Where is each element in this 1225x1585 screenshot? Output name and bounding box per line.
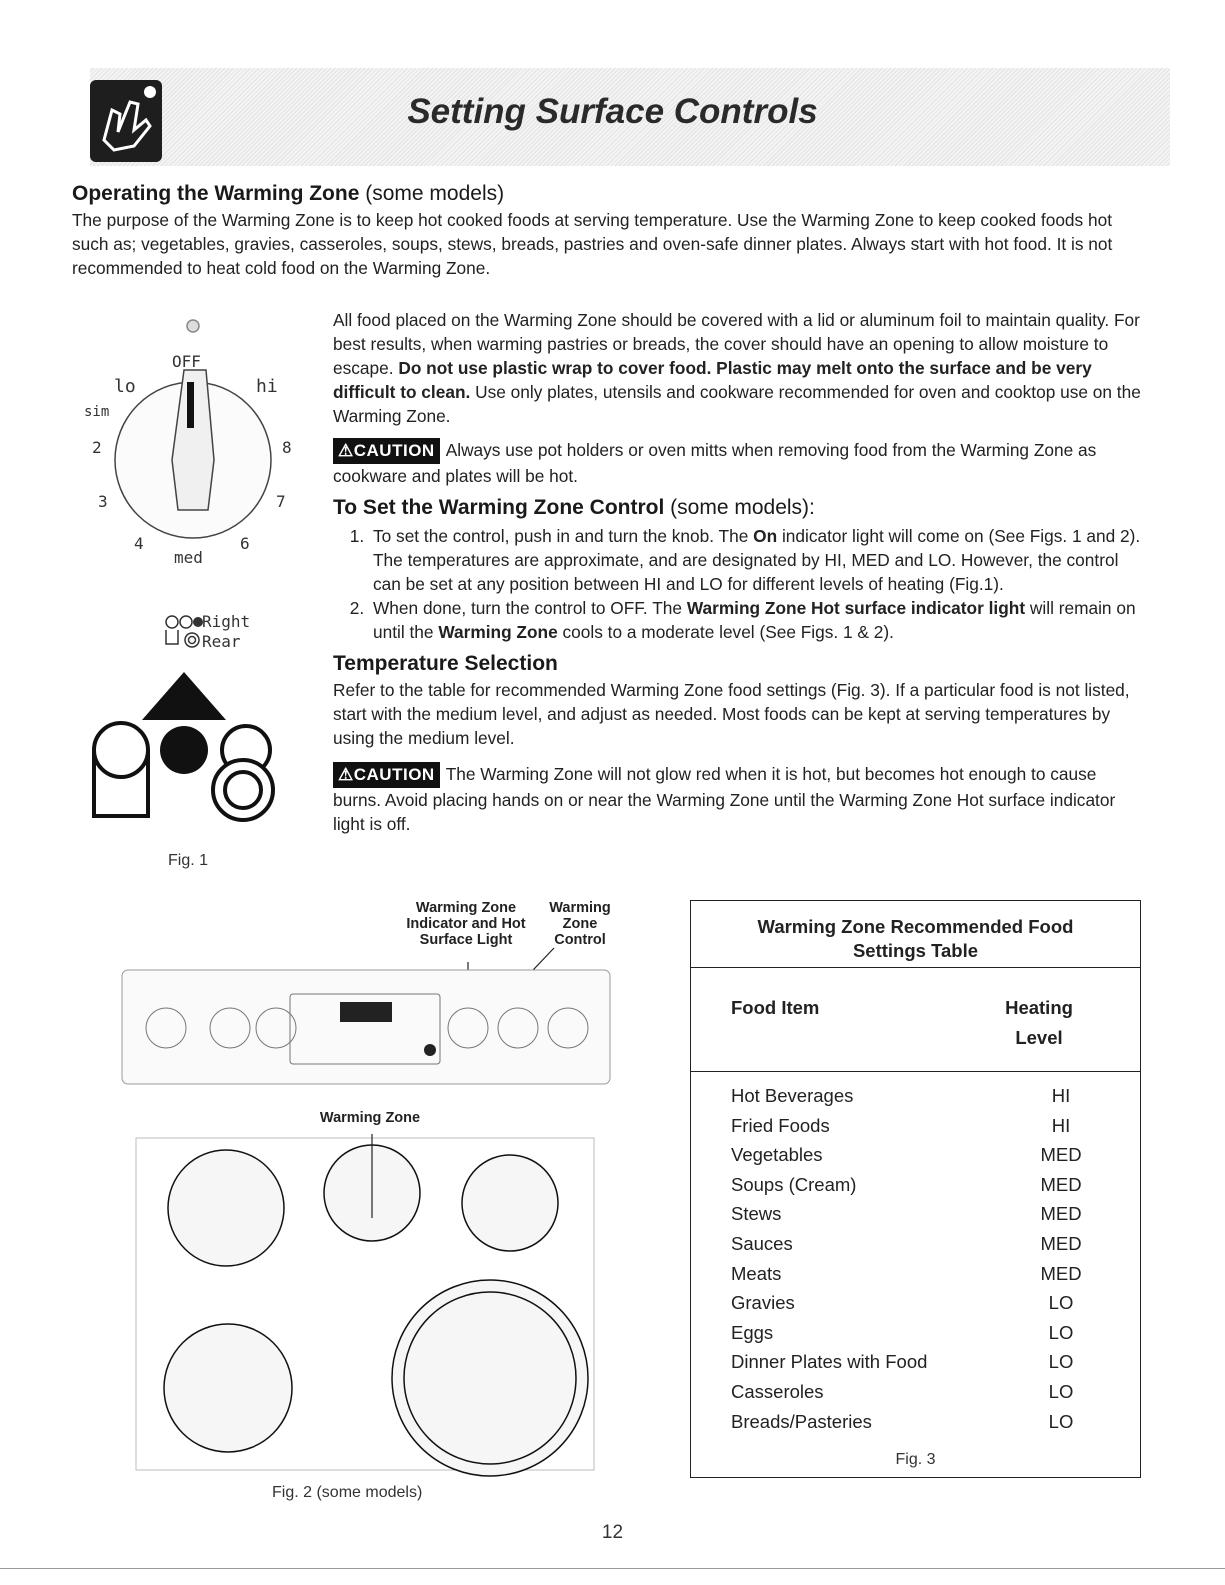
table-row [731, 1144, 1111, 1174]
page-title: Setting Surface Controls [407, 92, 818, 131]
intro-heading-normal: (some models) [365, 182, 505, 205]
indicator-label-right: Right [202, 612, 251, 631]
burner-left-front-icon [164, 1324, 292, 1452]
cover-paragraph [333, 308, 1148, 428]
heating-level-cell: LO [1048, 1410, 1074, 1432]
heating-level-cell: LO [1048, 1381, 1074, 1402]
step-1-text-a: To set the control, push in and turn the knob. The [373, 526, 749, 546]
table-row [731, 1233, 1111, 1263]
figure-1 [80, 310, 310, 870]
heating-level-cell: HI [1051, 1085, 1071, 1106]
knob-label-8: 8 [282, 438, 292, 457]
caution-2 [333, 762, 1148, 836]
fig2-label-zone: Warming Zone [319, 1110, 421, 1126]
arrow-up-icon [142, 672, 226, 720]
knob-label-sim: sim [84, 404, 110, 420]
cover-text-1: All food placed on the Warming Zone should be covered with a lid or aluminum foil to maintain quality. For best results, when warming pastries or breads, the cover should have an opening to allow moisture to escape. [333, 310, 1140, 378]
heating-level-cell: LO [1048, 1321, 1074, 1343]
intro-section [72, 182, 1152, 280]
knob-label-med: med [174, 548, 203, 567]
food-item-cell: Gravies [731, 1292, 795, 1314]
knob-label-7: 7 [276, 492, 286, 511]
knob-label-hi: hi [256, 376, 278, 397]
heating-level-cell: MED [1040, 1144, 1082, 1166]
caution-badge-2: ⚠CAUTION [333, 762, 440, 788]
burner-right-rear-icon [462, 1155, 558, 1251]
food-item-cell: Meats [731, 1262, 782, 1284]
food-item-cell: Fried Foods [731, 1114, 830, 1136]
food-item-cell: Soups (Cream) [731, 1173, 857, 1195]
col-food-item: Food Item [731, 997, 820, 1018]
burner-left-front-icon [94, 723, 148, 777]
step-1-bold: On [753, 526, 778, 546]
set-control-steps [333, 524, 1148, 644]
intro-heading-bold: Operating the Warming Zone [72, 182, 360, 205]
fig2-caption: Fig. 2 (some models) [272, 1484, 423, 1501]
caution-1-text: Always use pot holders or oven mitts when removing food from the Warming Zone as cookware and plates will be hot. [333, 440, 1097, 486]
set-control-heading-normal: (some models): [670, 496, 815, 519]
step-2-bold-2: Warming Zone [438, 622, 558, 642]
table-row [731, 1085, 1111, 1115]
heating-level-cell: MED [1040, 1203, 1082, 1225]
table-row [731, 1292, 1111, 1322]
food-item-cell: Stews [731, 1203, 782, 1225]
table-row [731, 1322, 1111, 1352]
set-control-heading [333, 496, 1148, 520]
knob-label-lo: lo [114, 376, 136, 397]
cover-text-2: Use only plates, utensils and cookware recommended for oven and cooktop use on the Warming Zone. [333, 382, 1141, 426]
step-1 [369, 524, 1148, 596]
food-item-cell: Casseroles [731, 1381, 824, 1402]
page-number: 12 [601, 1522, 624, 1543]
table-row [731, 1351, 1111, 1381]
figure-2 [118, 898, 618, 1508]
heating-level-cell: MED [1040, 1262, 1082, 1284]
caution-2-text: The Warming Zone will not glow red when it is hot, but becomes hot enough to cause burns. Avoid placing hands on or near the Warming Zone until the Warming Zone Hot surface indicator light is off. [333, 764, 1116, 834]
caution-badge-1: ⚠CAUTION [333, 438, 440, 464]
food-settings-table [690, 900, 1141, 1478]
table-row [731, 1263, 1111, 1293]
intro-paragraph: The purpose of the Warming Zone is to keep hot cooked foods at serving temperature. Use the Warming Zone to keep cooked foods hot such as; vegetables, gravies, casseroles, soups, stews, breads, pastries and oven-safe dinner plates. Always start with hot food. It is not recommended to heat cold food on the Warming Zone. [72, 210, 1113, 278]
caution-badge-1-label: CAUTION [353, 441, 435, 460]
caution-1 [333, 438, 1148, 488]
temp-selection-paragraph: Refer to the table for recommended Warming Zone food settings (Fig. 3). If a particular food is not listed, start with the medium level, and adjust as needed. Most foods can be kept at serving temperatures by using the medium level. [333, 680, 1130, 748]
warming-zone-icon [160, 726, 208, 774]
table-title: Warming Zone Recommended Food Settings Table [757, 916, 1074, 961]
on-indicator-light-icon [187, 320, 199, 332]
cooktop-diagram [118, 898, 618, 1508]
heating-level-cell: LO [1048, 1292, 1074, 1314]
step-2-text-a: When done, turn the control to OFF. The [373, 598, 682, 618]
knob-label-6: 6 [240, 534, 250, 553]
heating-level-cell: MED [1040, 1173, 1082, 1195]
burner-right-front-inner-icon [404, 1292, 576, 1464]
right-column [333, 308, 1148, 836]
food-item-cell: Sauces [731, 1233, 793, 1254]
food-item-cell: Dinner Plates with Food [731, 1351, 928, 1373]
fig2-label-indicator: Warming Zone Indicator and Hot Surface Light [406, 900, 526, 948]
indicator-label-rear: Rear [202, 632, 241, 651]
knob-label-2: 2 [92, 438, 102, 457]
step-1-text-b: indicator light will come on (See Figs. 1 and 2). The temperatures are approximate, and are designated by HI, MED and LO. However, the control can be set at any position between HI and LO for different levels of heating (Fig.1). [373, 526, 1141, 594]
table-divider-2 [691, 1071, 1140, 1072]
step-2-text-c: cools to a moderate level (See Figs. 1 & 2). [562, 622, 894, 642]
cover-warning-bold: Do not use plastic wrap to cover food. Plastic may melt onto the surface and be very difficult to clean. [333, 358, 1092, 402]
table-row [731, 1174, 1111, 1204]
table-row [731, 1411, 1111, 1441]
page-bottom-rule [0, 1568, 1225, 1569]
fig2-label-control: Warming Zone Control [549, 900, 611, 948]
heating-level-cell: LO [1048, 1351, 1074, 1373]
step-2-text-b: will remain on until the [373, 598, 1136, 642]
table-row [731, 1115, 1111, 1145]
burner-left-rear-icon [168, 1150, 284, 1266]
step-2-bold-1: Warming Zone Hot surface indicator light [686, 598, 1026, 618]
food-item-cell: Hot Beverages [731, 1085, 854, 1106]
heating-level-cell: HI [1051, 1114, 1071, 1136]
knob-label-4: 4 [134, 534, 144, 553]
food-item-cell: Vegetables [731, 1144, 823, 1166]
food-item-cell: Breads/Pasteries [731, 1410, 872, 1432]
table-row [731, 1203, 1111, 1233]
caution-badge-2-label: CAUTION [353, 765, 435, 784]
set-control-heading-bold: To Set the Warming Zone Control [333, 496, 665, 519]
knob-label-3: 3 [98, 492, 108, 511]
intro-heading [72, 182, 1152, 206]
step-2 [369, 596, 1148, 644]
table-row [731, 1381, 1111, 1411]
heating-level-cell: MED [1040, 1233, 1082, 1254]
fig1-caption: Fig. 1 [168, 852, 209, 869]
col-heating-level: Heating Level [1005, 997, 1073, 1048]
temp-selection-heading: Temperature Selection [333, 652, 558, 675]
fig3-caption: Fig. 3 [895, 1451, 936, 1468]
table-divider-1 [691, 967, 1140, 968]
knob-label-off: OFF [172, 352, 201, 371]
food-item-cell: Eggs [731, 1321, 774, 1343]
